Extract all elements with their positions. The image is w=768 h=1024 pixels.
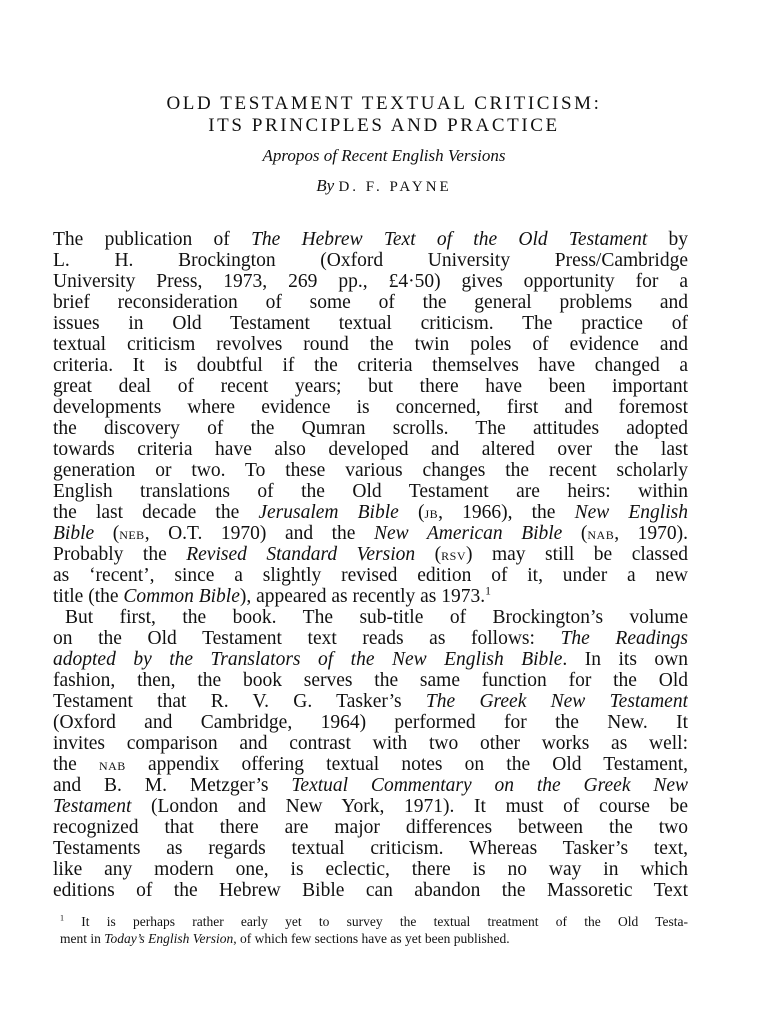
body-line: the discovery of the Qumran scrolls. The attitudes adopted: [53, 418, 688, 439]
body-line: (Oxford and Cambridge, 1964) performed for the New. It: [53, 712, 688, 733]
body-line: textual criticism revolves round the twin poles of evidence and: [53, 334, 688, 355]
body-line: editions of the Hebrew Bible can abandon the Massoretic Text: [53, 880, 688, 901]
byline: [0, 176, 768, 196]
body-line: But first, the book. The sub-title of Brockington’s volume: [65, 607, 688, 628]
body-line: towards criteria have also developed and altered over the last: [53, 439, 688, 460]
author-name: D. F. PAYNE: [338, 179, 452, 195]
body-line: like any modern one, is eclectic, there is no way in which: [53, 859, 688, 880]
footnote-line: $^1$ It is perhaps rather early yet to survey the textual treatment of the Old Testa-: [60, 913, 688, 929]
footnote-line: ment in Today’s English Version, of which few sections have as yet been published.: [60, 931, 510, 946]
by-label: By: [316, 176, 335, 195]
body-line: criteria. It is doubtful if the criteria themselves have changed a: [53, 355, 688, 376]
body-line: Probably the Revised Standard Version (rsv) may still be classed: [53, 544, 688, 565]
body-line: developments where evidence is concerned, first and foremost: [53, 397, 688, 418]
body-line: as ‘recent’, since a slightly revised edition of it, under a new: [53, 565, 688, 586]
body-line: and B. M. Metzger’s Textual Commentary on the Greek New: [53, 775, 688, 796]
body-line: English translations of the Old Testament are heirs: within: [53, 481, 688, 502]
footnote: [60, 913, 688, 947]
body-line: The publication of The Hebrew Text of the Old Testament by: [53, 229, 688, 250]
body-line: Testament that R. V. G. Tasker’s The Greek New Testament: [53, 691, 688, 712]
body-line: adopted by the Translators of the New English Bible. In its own: [53, 649, 688, 670]
body-line: Bible (neb, O.T. 1970) and the New American Bible (nab, 1970).: [53, 523, 688, 544]
article-subtitle: Apropos of Recent English Versions: [262, 146, 506, 165]
article-title-line-1: OLD TESTAMENT TEXTUAL CRITICISM:: [166, 93, 602, 114]
body-line: L. H. Brockington (Oxford University Press/Cambridge: [53, 250, 688, 271]
body-line: Testament (London and New York, 1971). It must of course be: [53, 796, 688, 817]
body-line: generation or two. To these various changes the recent scholarly: [53, 460, 688, 481]
body-line: the last decade the Jerusalem Bible (jb, 1966), the New English: [53, 502, 688, 523]
body-line: University Press, 1973, 269 pp., £4·50) gives opportunity for a: [53, 271, 688, 292]
body-line: great deal of recent years; but there have been important: [53, 376, 688, 397]
body-line: title (the Common Bible), appeared as recently as 1973.$^1$: [53, 586, 491, 607]
body-line: the nab appendix offering textual notes on the Old Testament,: [53, 754, 688, 775]
body-line: issues in Old Testament textual criticism. The practice of: [53, 313, 688, 334]
body-line: recognized that there are major differences between the two: [53, 817, 688, 838]
body-line: Testaments as regards textual criticism. Whereas Tasker’s text,: [53, 838, 688, 859]
body-line: on the Old Testament text reads as follows: The Readings: [53, 628, 688, 649]
body-line: invites comparison and contrast with two other works as well:: [53, 733, 688, 754]
article-title-line-2: ITS PRINCIPLES AND PRACTICE: [208, 115, 560, 136]
body-line: fashion, then, the book serves the same function for the Old: [53, 670, 688, 691]
article-body: [53, 229, 688, 901]
body-line: brief reconsideration of some of the general problems and: [53, 292, 688, 313]
